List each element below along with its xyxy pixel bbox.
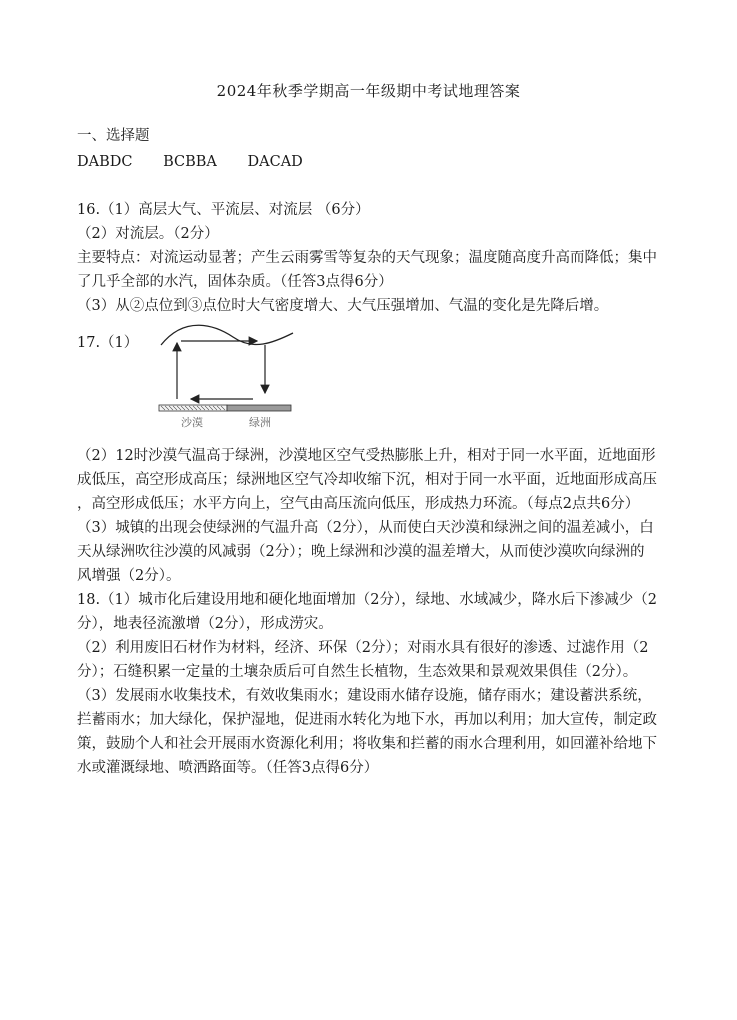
page-title: 2024年秋季学期高一年级期中考试地理答案	[216, 82, 521, 100]
q16-line-1: 16.（1）高层大气、平流层、对流层 （6分）	[77, 202, 370, 218]
q17-line-3: ，高空形成低压；水平方向上，空气由高压流向低压，形成热力环流。（每点2点共6分）	[77, 496, 640, 512]
q17-line-6: 风增强（2分）。	[77, 568, 181, 584]
q17-line-4: （3）城镇的出现会使绿洲的气温升高（2分），从而使白天沙漠和绿洲之间的温差减小，白	[77, 520, 654, 536]
q18-line-6: 拦蓄雨水；加大绿化，保护湿地，促进雨水转化为地下水，再加以利用；加大宣传，制定政	[77, 712, 657, 728]
q17-line-1: （2）12时沙漠气温高于绿洲，沙漠地区空气受热膨胀上升，相对于同一水平面，近地面形	[77, 448, 656, 464]
section-heading-choice: 一、选择题	[77, 128, 150, 144]
q17-label: 17.（1）	[77, 335, 139, 351]
q16-line-5: （3）从②点位到③点位时大气密度增大、大气压强增加、气温的变化是先降后增。	[77, 298, 609, 314]
q16-line-4: 了几乎全部的水汽，固体杂质。（任答3点得6分）	[77, 274, 393, 290]
choice-answers	[77, 152, 329, 172]
isobar-curve	[161, 325, 293, 345]
q18-line-1: 18.（1）城市化后建设用地和硬化地面增加（2分），绿地、水域减少，降水后下渗减少（2	[77, 592, 657, 608]
q17-line-5: 天从绿洲吹往沙漠的风减弱（2分）；晚上绿洲和沙漠的温差增大，从而使沙漠吹向绿洲的	[77, 544, 645, 560]
answer-group-2: BCBBA	[163, 154, 217, 170]
oasis-ground-bar	[227, 405, 291, 411]
q18-line-5: （3）发展雨水收集技术，有效收集雨水；建设雨水储存设施，储存雨水；建设蓄洪系统，	[77, 688, 652, 704]
answer-group-3: DACAD	[247, 154, 303, 170]
desert-label: 沙漠	[181, 417, 203, 429]
q16-line-2: （2）对流层。（2分）	[77, 226, 219, 242]
thermal-circulation-diagram	[155, 323, 295, 433]
q16-line-3: 主要特点：对流运动显著；产生云雨雾雪等复杂的天气现象；温度随高度升高而降低；集中	[77, 250, 657, 266]
q18-line-2: 分），地表径流激增（2分），形成涝灾。	[77, 616, 333, 632]
q17-line-2: 成低压，高空形成高压；绿洲地区空气冷却收缩下沉，相对于同一水平面，近地面形成高压	[77, 472, 657, 488]
q18-line-3: （2）利用废旧石材作为材料，经济、环保（2分）；对雨水具有很好的渗透、过滤作用（2	[77, 640, 649, 656]
q18-line-7: 策，鼓励个人和社会开展雨水资源化利用；将收集和拦蓄的雨水合理利用，如回灌补给地下	[77, 736, 657, 752]
q18-line-8: 水或灌溉绿地、喷洒路面等。（任答3点得6分）	[77, 760, 379, 776]
q18-line-4: 分）；石缝积累一定量的土壤杂质后可自然生长植物，生态效果和景观效果俱佳（2分）。	[77, 664, 638, 680]
answer-group-1: DABDC	[77, 154, 133, 170]
oasis-label: 绿洲	[249, 417, 271, 429]
